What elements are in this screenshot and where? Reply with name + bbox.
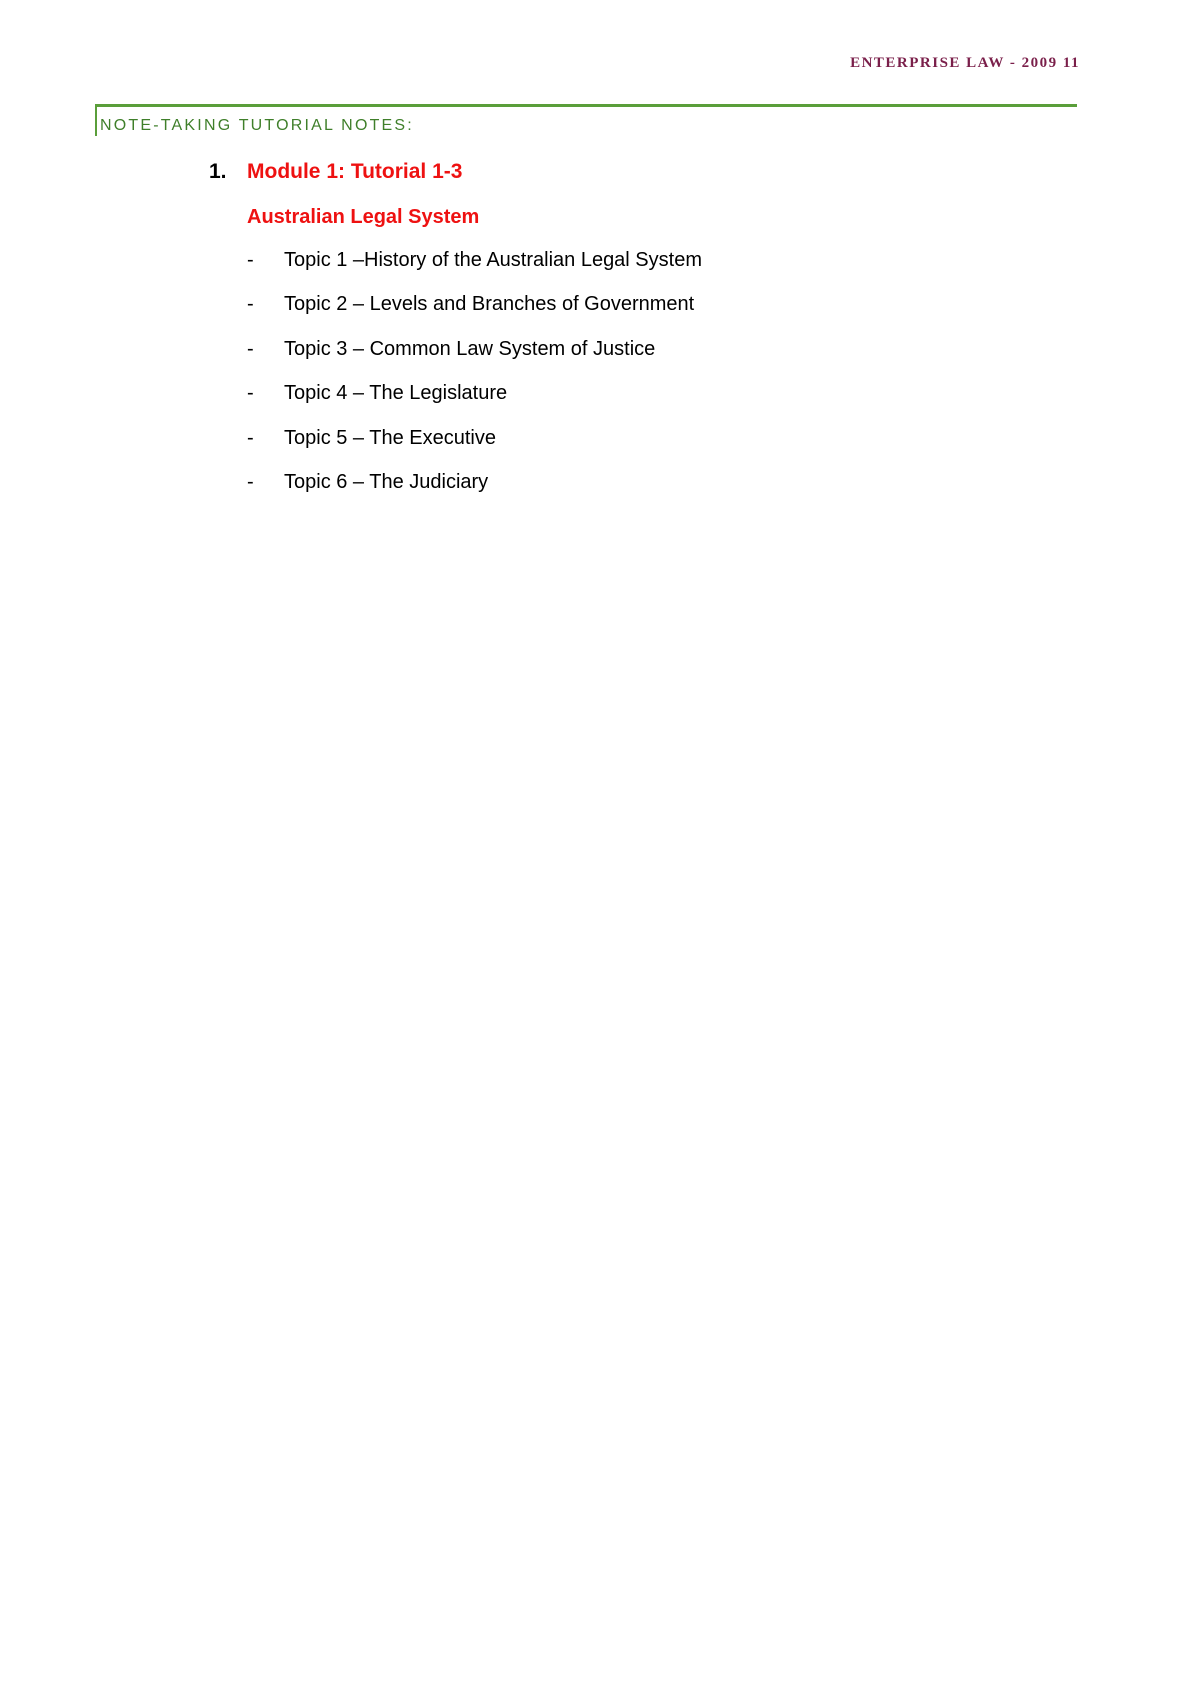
topic-text: Topic 6 – The Judiciary bbox=[284, 470, 489, 493]
dash-bullet: - bbox=[247, 249, 254, 271]
dash-bullet: - bbox=[247, 382, 254, 405]
module-title: Module 1: Tutorial 1-3 bbox=[247, 160, 463, 183]
dash-bullet: - bbox=[247, 337, 254, 360]
module-subtitle: Australian Legal System bbox=[247, 206, 480, 228]
module-number: 1. bbox=[209, 160, 227, 183]
topic-text: Topic 2 – Levels and Branches of Government bbox=[284, 293, 695, 316]
topic-text: Topic 3 – Common Law System of Justice bbox=[284, 337, 656, 360]
running-header: ENTERPRISE LAW - 2009 11 bbox=[850, 55, 1080, 71]
topic-text: Topic 1 –History of the Australian Legal System bbox=[284, 249, 702, 271]
section-heading: NOTE-TAKING TUTORIAL NOTES: bbox=[100, 117, 414, 134]
dash-bullet: - bbox=[247, 470, 254, 493]
topic-text: Topic 4 – The Legislature bbox=[284, 382, 508, 405]
topic-text: Topic 5 – The Executive bbox=[284, 426, 496, 449]
dash-bullet: - bbox=[247, 293, 254, 316]
dash-bullet: - bbox=[247, 426, 254, 449]
